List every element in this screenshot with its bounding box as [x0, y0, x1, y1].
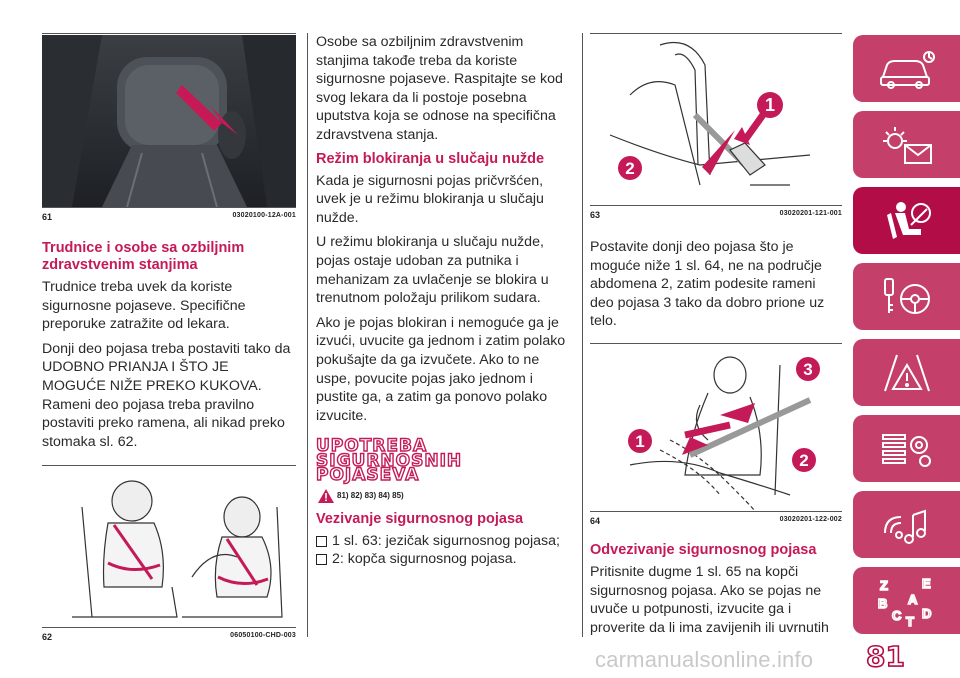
- key-steering-wheel-icon: [877, 275, 937, 319]
- tab-starting-driving[interactable]: [853, 263, 960, 330]
- paragraph: Donji deo pojasa treba postaviti tako da UDOBNO PRIANJA I ŠTO JE MOGUĆE NIŽE PREKO KUKOVA. Rameni deo pojasa treba pravilno postaviti preko ramena, ali nikad preko stomaka sl. 62.: [42, 340, 291, 450]
- section-title: UPOTREBA SIGURNOSNIH POJASEVA: [316, 436, 463, 486]
- warning-lights-message-icon: [877, 123, 937, 167]
- service-gear-icon: [877, 427, 937, 471]
- tab-index[interactable]: [853, 567, 960, 634]
- figure-64-belt-position-illustration: [590, 345, 842, 511]
- list-item: 1 sl. 63: jezičak sigurnosnog pojasa;: [316, 532, 574, 551]
- warning-references: 81) 82) 83) 84) 85): [318, 489, 574, 503]
- svg-text:Z: Z: [879, 577, 888, 593]
- paragraph: Ako je pojas blokiran i nemoguće ga je izvući, uvucite ga jednom i zatim polako pokušajte da ga izvučete. Ako to ne uspe, povucite pojas jako jednom i pustite ga, a zatim ga ponovo polako izvucite.: [316, 314, 566, 424]
- callout-2: 2: [799, 450, 809, 470]
- paragraph: Trudnice treba uvek da koriste sigurnosne pojaseve. Specifične preporuke zatražite od lekara.: [42, 279, 246, 333]
- svg-text:T: T: [905, 613, 914, 628]
- figure-code: 03020100-12A-001: [232, 212, 296, 219]
- paragraph: U režimu blokiranja u slučaju nužde, pojas ostaje udoban za putnika i mehanizam za uvlačenje se blokira u trenutnom položaju prilikom sudara.: [316, 234, 549, 307]
- tab-safety[interactable]: [853, 187, 960, 254]
- page-number: 81: [866, 640, 905, 673]
- svg-text:C: C: [891, 607, 901, 623]
- paragraph: Pritisnite dugme 1 sl. 65 na kopči sigurnosnog pojasa. Ako se pojas ne uvuče u potpunosti, izvucite ga i proverite da li ima zavijenih ili uvrnutih: [590, 563, 829, 636]
- callout-3: 3: [803, 359, 813, 379]
- column-separator: [307, 33, 308, 637]
- tab-servicing[interactable]: [853, 415, 960, 482]
- watermark-text: carmanualsonline.info: [595, 647, 814, 672]
- paragraph: Osobe sa ozbiljnim zdravstvenim stanjima takođe treba da koriste sigurnosne pojaseve. Raspitajte se kod svog lekara da li postoje posebna uputstva koja se odnose na specifična zdravstvena stanja.: [316, 34, 563, 143]
- figure-code: 03020201-122-002: [779, 515, 842, 523]
- figure-61-headrest-image: [42, 35, 296, 207]
- tab-warning-lights[interactable]: [853, 111, 960, 178]
- tab-multimedia[interactable]: [853, 491, 960, 558]
- figure-number: 63: [590, 210, 601, 220]
- tab-car-dashboard[interactable]: [853, 35, 960, 102]
- seat-airbag-icon: [877, 199, 937, 243]
- paragraph: Kada je sigurnosni pojas pričvršćen, uvek je u režimu blokiranja u slučaju nužde.: [316, 172, 544, 226]
- figure-62-caption: [42, 632, 296, 642]
- heading-unfastening-belt: Odvezivanje sigurnosnog pojasa: [590, 541, 817, 558]
- figure-61-caption: [42, 212, 296, 222]
- square-bullet-icon: [316, 536, 327, 547]
- figure-63-caption: [590, 210, 842, 220]
- list-item: 2: kopča sigurnosnog pojasa.: [316, 550, 574, 569]
- square-bullet-icon: [316, 554, 327, 565]
- heading-emergency-locking: Režim blokiranja u slučaju nužde: [316, 150, 545, 167]
- figure-number: 61: [42, 212, 53, 222]
- svg-text:B: B: [877, 595, 887, 611]
- callout-1: 1: [764, 95, 776, 115]
- figure-63-buckle-illustration: [590, 35, 842, 205]
- figure-code: 03020201-121-001: [779, 210, 842, 217]
- heading-pregnant-women: Trudnice i osobe sa ozbiljnim zdravstvenim stanjima: [42, 240, 245, 273]
- column-separator: [582, 33, 583, 637]
- heading-fastening-belt: Vezivanje sigurnosnog pojasa: [316, 510, 524, 527]
- chapter-tabs: [853, 35, 960, 643]
- figure-number: 64: [590, 515, 601, 526]
- figure-64-caption: [590, 516, 842, 526]
- svg-text:D: D: [921, 605, 931, 621]
- paragraph: Postavite donji deo pojasa što je moguće niže 1 sl. 64, ne na područje abdomena 2, zatim podesite rameni deo pojasa 3 tako da dobro prione uz telo.: [590, 239, 825, 330]
- figure-number: 62: [42, 632, 53, 643]
- svg-text:A: A: [907, 591, 917, 607]
- column-right: [590, 0, 842, 643]
- warning-triangle-icon: [318, 489, 334, 503]
- column-middle: [316, 33, 574, 569]
- figure-62-pregnant-passenger-image: [42, 467, 296, 627]
- figure-code: 06050100-CHD-003: [230, 632, 296, 640]
- callout-2: 2: [625, 159, 635, 178]
- svg-text:E: E: [921, 575, 931, 591]
- tab-emergency[interactable]: [853, 339, 960, 406]
- column-left: [42, 0, 296, 642]
- multimedia-icon: [877, 503, 937, 547]
- road-warning-triangle-icon: [877, 351, 937, 395]
- callout-1: 1: [635, 431, 645, 451]
- alphabetical-index-icon: [872, 574, 942, 628]
- car-dashboard-icon: [877, 47, 937, 91]
